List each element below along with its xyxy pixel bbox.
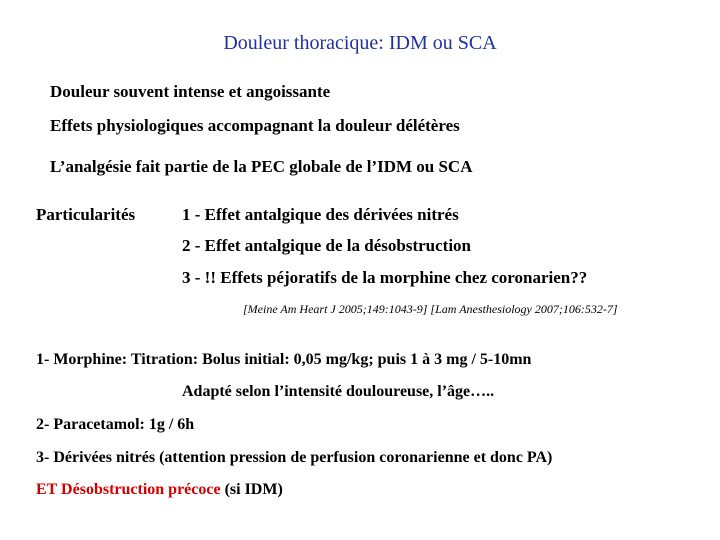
particularites-label: Particularités <box>36 205 136 224</box>
treatment-morphine-note: Adapté selon l’intensité douloureuse, l’âge….. <box>182 383 495 400</box>
page-title: Douleur thoracique: IDM ou SCA <box>223 32 497 54</box>
treatment-morphine: 1- Morphine: Titration: Bolus initial: 0,05 mg/kg; puis 1 à 3 mg / 5-10mn <box>36 351 532 368</box>
treatment-desobstruction <box>36 481 283 499</box>
particularite-item-3: 3 - !! Effets péjoratifs de la morphine chez coronarien?? <box>182 268 588 287</box>
particularite-item-2: 2 - Effet antalgique de la désobstruction <box>182 236 471 255</box>
intro-line-1: Douleur souvent intense et angoissante <box>50 82 331 101</box>
desobstruction-condition: (si IDM) <box>220 481 283 498</box>
treatment-paracetamol: 2- Paracetamol: 1g / 6h <box>36 416 195 433</box>
references: [Meine Am Heart J 2005;149:1043-9] [Lam Anesthesiology 2007;106:532-7] <box>243 302 618 316</box>
treatment-nitres: 3- Dérivées nitrés (attention pression de perfusion coronarienne et donc PA) <box>36 449 553 466</box>
desobstruction-emphasis: ET Désobstruction précoce <box>36 481 221 498</box>
intro-line-2: Effets physiologiques accompagnant la douleur délétères <box>50 116 460 135</box>
particularite-item-1: 1 - Effet antalgique des dérivées nitrés <box>182 205 459 224</box>
intro-line-3: L’analgésie fait partie de la PEC globale de l’IDM ou SCA <box>50 157 473 176</box>
